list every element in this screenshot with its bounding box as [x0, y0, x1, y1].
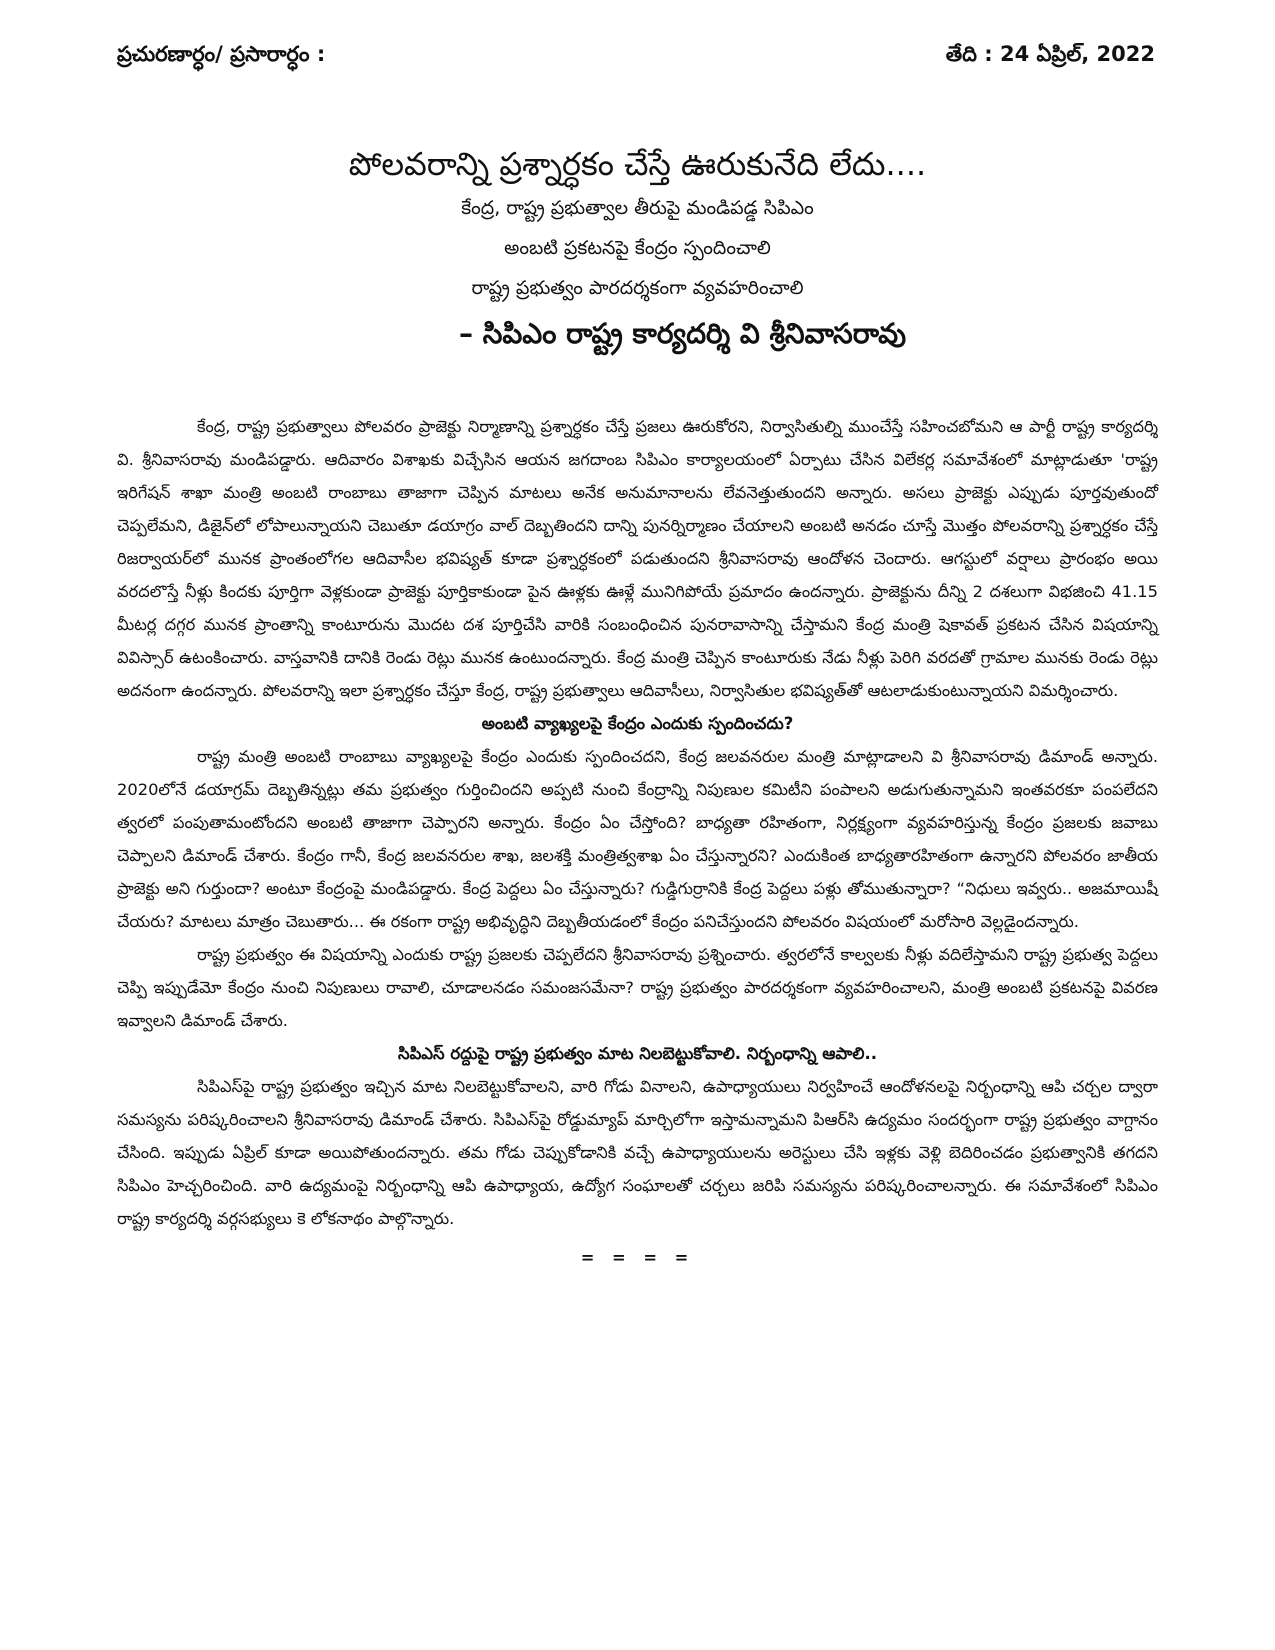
subheadline-1: కేంద్ర, రాష్ట్ర ప్రభుత్వాల తీరుపై మండిపడ్డ సిపిఎం: [461, 197, 814, 219]
main-headline: పోలవరాన్ని ప్రశ్నార్ధకం చేస్తే ఊరుకునేది లేదు....: [348, 145, 927, 183]
paragraph-1: కేంద్ర, రాష్ట్ర ప్రభుత్వాలు పోలవరం ప్రాజెక్టు నిర్మాణాన్ని ప్రశ్నార్ధకం చేస్తే ప్రజలు ఊరుకోరని, నిర్వాసితుల్ని ముంచేస్తే సహించబోమని ఆ పార్టీ రాష్ట్ర కార్యదర్శి వి. శ్రీనివాసరావు మండిపడ్డారు. ఆదివారం విశాఖకు విచ్చేసిన ఆయన జగదాంబ సిపిఎం కార్యాలయంలో ఏర్పాటు చేసిన విలేకర్ల సమావేశంలో మాట్లాడుతూ 'రాష్ట్ర ఇరిగేషన్ శాఖా మంత్రి అంబటి రాంబాబు తాజాగా చెప్పిన మాటలు అనేక అనుమానాలను లేవనెత్తుతుందని అన్నారు. అసలు ప్రాజెక్టు ఎప్పుడు పూర్తవుతుందో చెప్పలేమని, డిజైన్‌లో లోపాలున్నాయని చెబుతూ డయాగ్రం వాల్ దెబ్బతిందని దాన్ని పునర్నిర్మాణం చేయాలని అంబటి అనడం చూస్తే మొత్తం పోలవరాన్ని ప్రశ్నార్ధకం చేస్తే రిజర్వాయర్‌లో మునక ప్రాంతంలోగల ఆదివాసీల భవిష్యత్ కూడా ప్రశ్నార్ధకంలో పడుతుందని శ్రీనివాసరావు ఆందోళన చెందారు. ఆగస్టులో వర్షాలు ప్రారంభం అయి వరదలొస్తే నీళ్లు కిందకు పూర్తిగా వెళ్లకుండా ప్రాజెక్టు పూర్తికాకుండా పైన ఊళ్లకు ఊళ్లే మునిగిపోయే ప్రమాదం ఉందన్నారు. ప్రాజెక్టును దీన్ని 2 దశలుగా విభజించి 41.15 మీటర్ల దగ్గర మునక ప్రాంతాన్ని కాంటూరును మొదట దశ పూర్తిచేసి వారికి సంబంధించిన పునరావాసాన్ని చేస్తామని కేంద్ర మంత్రి షెకావత్ ప్రకటన చేసిన విషయాన్ని వివిస్సార్ ఉటంకించారు. వాస్తవానికి దానికి రెండు రెట్లు మునక ఉంటుందన్నారు. కేంద్ర మంత్రి చెప్పిన కాంటూరుకు నేడు నీళ్లు పెరిగి వరదతో గ్రామాల మునకు రెండు రెట్లు అదనంగా ఉందన్నారు. పోలవరాన్ని ఇలా ప్రశ్నార్ధకం చేస్తూ కేంద్ర, రాష్ట్ర ప్రభుత్వాలు ఆదివాసీలు, నిర్వాసితుల భవిష్యత్‌తో ఆటలాడుకుంటున్నాయని విమర్శించారు.: [117, 417, 1158, 700]
release-date: తేది : 24 ఏప్రిల్, 2022: [945, 42, 1155, 66]
headline-block: [117, 140, 1158, 360]
paragraph-2: రాష్ట్ర మంత్రి అంబటి రాంబాబు వ్యాఖ్యలపై కేంద్రం ఎందుకు స్పందించదని, కేంద్ర జలవనరుల మంత్రి మాట్లాడాలని వి శ్రీనివాసరావు డిమాండ్ అన్నారు. 2020లోనే డయాగ్రమ్ దెబ్బతిన్నట్లు తమ ప్రభుత్వం గుర్తించిందని అప్పటి నుంచి కేంద్రాన్ని నిపుణుల కమిటీని పంపాలని అడుగుతున్నామని ఇంతవరకూ పంపలేదని త్వరలో పంపుతామంటోందని అంబటి తాజాగా చెప్పారని అన్నారు. కేంద్రం ఏం చేస్తోంది? బాధ్యతా రహితంగా, నిర్లక్ష్యంగా వ్యవహరిస్తున్న కేంద్రం ప్రజలకు జవాబు చెప్పాలని డిమాండ్ చేశారు. కేంద్రం గానీ, కేంద్ర జలవనరుల శాఖ, జలశక్తి మంత్రిత్వశాఖ ఏం చేస్తున్నారని? ఎందుకింత బాధ్యతారహితంగా ఉన్నారని పోలవరం జాతీయ ప్రాజెక్టు అని గుర్తుందా? అంటూ కేంద్రంపై మండిపడ్డారు. కేంద్ర పెద్దలు ఏం చేస్తున్నారు? గుడ్డిగుర్రానికి కేంద్ర పెద్దలు పళ్లు తోముతున్నారా? “నిధులు ఇవ్వరు.. అజమాయిషీ చేయరు? మాటలు మాత్రం చెబుతారు... ఈ రకంగా రాష్ట్ర అభివృద్ధిని దెబ్బతీయడంలో కేంద్రం పనిచేస్తుందని పోలవరం విషయంలో మరోసారి వెల్లడైందన్నారు.: [117, 747, 1158, 931]
paragraph-3: రాష్ట్ర ప్రభుత్వం ఈ విషయాన్ని ఎందుకు రాష్ట్ర ప్రజలకు చెప్పలేదని శ్రీనివాసరావు ప్రశ్నించారు. త్వరలోనే కాల్వలకు నీళ్లు వదిలేస్తామని రాష్ట్ర ప్రభుత్వ పెద్దలు చెప్పి ఇప్పుడేమో కేంద్రం నుంచి నిపుణులు రావాలి, చూడాలనడం సమంజసమేనా? రాష్ట్ర ప్రభుత్వం పారదర్శకంగా వ్యవహరించాలని, మంత్రి అంబటి ప్రకటనపై వివరణ ఇవ్వాలని డిమాండ్ చేశారు.: [117, 945, 1158, 1030]
subheadline-2: అంబటి ప్రకటనపై కేంద్రం స్పందించాలి: [504, 237, 771, 259]
article-body: [117, 410, 1158, 1274]
byline: – సిపిఎం రాష్ట్ర కార్యదర్శి వి శ్రీనివాసరావు: [458, 317, 907, 350]
section-heading-2: సిపిఎస్ రద్దుపై రాష్ట్ర ప్రభుత్వం మాట నిలబెట్టుకోవాలి. నిర్బంధాన్ని ఆపాలి..: [397, 1044, 878, 1063]
section-heading-1: అంబటి వ్యాఖ్యలపై కేంద్రం ఎందుకు స్పందించదు?: [481, 714, 794, 733]
paragraph-4: సిపిఎస్‌పై రాష్ట్ర ప్రభుత్వం ఇచ్చిన మాట నిలబెట్టుకోవాలని, వారి గోడు వినాలని, ఉపాధ్యాయులు నిర్వహించే ఆందోళనలపై నిర్బంధాన్ని ఆపి చర్చల ద్వారా సమస్యను పరిష్కరించాలని శ్రీనివాసరావు డిమాండ్ చేశారు. సిపిఎస్‌పై రోడ్డుమ్యాప్ మార్చిలోగా ఇస్తామన్నామని పిఆర్‌సి ఉద్యమం సందర్భంగా రాష్ట్ర ప్రభుత్వం వాగ్దానం చేసింది. ఇప్పుడు ఏప్రిల్ కూడా అయిపోతుందన్నారు. తమ గోడు చెప్పుకోడానికి వచ్చే ఉపాధ్యాయులను అరెస్టులు చేసి ఇళ్లకు వెళ్లి బెదిరించడం ప్రభుత్వానికి తగదని సిపిఎం హెచ్చరించింది. వారి ఉద్యమంపై నిర్బంధాన్ని ఆపి ఉపాధ్యాయ, ఉద్యోగ సంఘాలతో చర్చలు జరిపి సమస్యను పరిష్కరించాలన్నారు. ఈ సమావేశంలో సిపిఎం రాష్ట్ర కార్యదర్శి వర్గసభ్యులు కె లోకనాథం పాల్గొన్నారు.: [117, 1077, 1158, 1228]
end-mark: = = = =: [580, 1248, 695, 1267]
release-label: ప్రచురణార్ధం/ ప్రసారార్ధం :: [117, 42, 326, 66]
subheadline-3: రాష్ట్ర ప్రభుత్వం పారదర్శకంగా వ్యవహరించాలి: [471, 277, 804, 299]
